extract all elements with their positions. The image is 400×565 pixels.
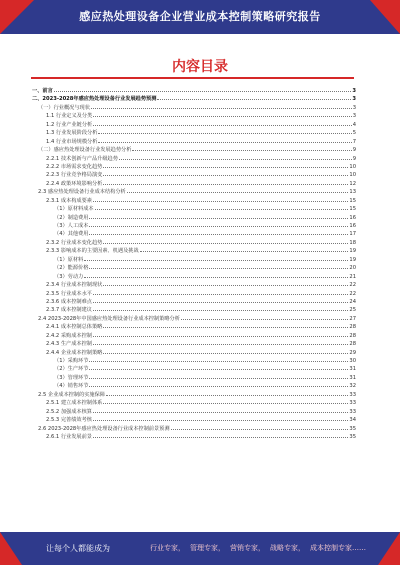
footer-red-stripe-right: [378, 532, 400, 565]
toc-leader-dots: [93, 331, 348, 337]
toc-entry-page: 10: [349, 172, 356, 179]
toc-entry[interactable]: [32, 272, 356, 280]
toc-leader-dots: [103, 170, 348, 176]
toc-entry[interactable]: [32, 187, 356, 195]
toc-entry-page: 35: [349, 433, 356, 440]
toc-entry-label: 2.5.1 建立成本控制体系: [46, 400, 103, 407]
toc-entry-label: （3）管理环节: [54, 374, 89, 381]
toc-heading-rule: [31, 77, 354, 79]
toc-entry[interactable]: [32, 373, 356, 381]
toc-entry-page: 15: [349, 206, 356, 213]
toc-entry-page: 33: [349, 408, 356, 415]
toc-leader-dots: [54, 86, 352, 92]
toc-entry[interactable]: [32, 432, 356, 440]
toc-leader-dots: [171, 424, 349, 430]
toc-entry[interactable]: [32, 289, 356, 297]
toc-entry-page: 19: [349, 256, 356, 263]
toc-entry-label: 1.2 行业产业链分析: [46, 121, 93, 128]
toc-entry-page: 33: [349, 400, 356, 407]
toc-leader-dots: [119, 154, 352, 160]
toc-leader-dots: [98, 128, 351, 134]
toc-entry-label: 2.4.4 企业成本控制策略: [46, 349, 103, 356]
toc-leader-dots: [98, 137, 351, 143]
toc-entry[interactable]: [32, 348, 356, 356]
toc-entry-page: 32: [349, 383, 356, 390]
toc-entry-page: 28: [349, 324, 356, 331]
toc-entry-page: 12: [349, 180, 356, 187]
toc-entry-label: （3）劳动力: [54, 273, 84, 280]
toc-entry-label: 2.3.4 行业成本控制现状: [46, 282, 103, 289]
toc-entry[interactable]: [32, 381, 356, 389]
toc-entry[interactable]: [32, 322, 356, 330]
toc-entry-label: （4）销售环节: [54, 383, 89, 390]
footer-slogan: 让每个人都能成为: [46, 544, 110, 553]
toc-entry-page: 35: [349, 425, 356, 432]
toc-entry-page: 7: [352, 138, 356, 145]
toc-entry[interactable]: [32, 111, 356, 119]
toc-leader-dots: [93, 339, 348, 345]
toc-leader-dots: [157, 94, 351, 100]
toc-entry-label: （3）人工成本: [54, 223, 89, 229]
toc-entry[interactable]: [32, 221, 356, 229]
toc-entry-label: （1）采购环节: [54, 358, 89, 364]
toc-leader-dots: [181, 314, 348, 320]
toc-entry-page: 9: [352, 155, 356, 162]
toc-entry[interactable]: [32, 331, 356, 339]
toc-entry-page: 34: [349, 417, 356, 424]
toc-entry[interactable]: [32, 137, 356, 145]
toc-leader-dots: [103, 322, 348, 328]
toc-entry-page: 18: [349, 239, 356, 246]
toc-entry[interactable]: [32, 356, 356, 364]
toc-entry-label: 2.2.3 行业竞争格局演变: [46, 172, 103, 179]
toc-entry-page: 27: [349, 315, 356, 322]
toc-entry-page: 16: [349, 223, 356, 229]
toc-entry-page: 16: [349, 214, 356, 221]
toc-leader-dots: [89, 263, 348, 269]
toc-leader-dots: [84, 255, 348, 261]
toc-entry[interactable]: [32, 390, 356, 398]
toc-entry-page: 21: [349, 273, 356, 280]
table-of-contents: [32, 86, 356, 440]
toc-entry-page: 29: [349, 349, 356, 356]
toc-entry-page: 3: [352, 88, 356, 94]
toc-entry[interactable]: [32, 128, 356, 136]
toc-entry-page: 3: [352, 113, 356, 120]
toc-entry-label: 2.4.3 生产成本控制: [46, 341, 92, 348]
toc-entry-label: 2.5.2 加强成本核算: [46, 408, 92, 415]
toc-leader-dots: [93, 415, 348, 421]
toc-entry-label: 2.4.1 成本控制总体策略: [46, 324, 103, 331]
toc-entry-label: 1.1 行业定义及分类: [46, 113, 93, 120]
toc-leader-dots: [89, 213, 348, 219]
toc-entry-label: 2.4 2023-2028年中国感应热处理设备行业成本控制策略分析: [38, 315, 180, 322]
toc-leader-dots: [132, 145, 351, 151]
toc-entry-page: 22: [349, 290, 356, 297]
toc-leader-dots: [89, 356, 348, 362]
toc-leader-dots: [93, 289, 348, 295]
toc-leader-dots: [127, 187, 349, 193]
toc-entry-label: （一）行业概况与现状: [38, 104, 90, 111]
toc-entry-label: （1）原材料: [54, 256, 84, 263]
toc-entry-page: 28: [349, 332, 356, 339]
toc-entry-page: 31: [349, 366, 356, 373]
toc-entry-label: （4）其他费用: [54, 231, 89, 238]
toc-leader-dots: [89, 364, 348, 370]
toc-entry[interactable]: [32, 204, 356, 212]
toc-entry-page: 10: [349, 163, 356, 170]
toc-entry-page: 9: [352, 147, 356, 154]
toc-entry-label: 2.3.5 行业成本水平: [46, 290, 92, 297]
toc-entry-page: 24: [349, 298, 356, 305]
toc-entry-label: 2.2.4 政策环境影响分析: [46, 180, 103, 187]
toc-leader-dots: [93, 120, 351, 126]
toc-leader-dots: [93, 297, 348, 303]
toc-entry[interactable]: [32, 415, 356, 423]
toc-leader-dots: [89, 381, 348, 387]
toc-entry-label: （1）原材料成本: [54, 206, 94, 213]
toc-entry[interactable]: [32, 407, 356, 415]
toc-entry[interactable]: [32, 170, 356, 178]
toc-entry[interactable]: [32, 255, 356, 263]
toc-entry-page: 13: [349, 189, 356, 196]
toc-leader-dots: [103, 238, 348, 244]
toc-leader-dots: [103, 179, 348, 185]
toc-entry[interactable]: [32, 364, 356, 372]
toc-entry-label: 2.5 企业成本控制的实施保障: [38, 391, 105, 398]
toc-entry-page: 25: [349, 307, 356, 314]
toc-entry-label: 2.6 2023-2028年感应热处理设备行业成本控制前景预测: [38, 425, 170, 432]
footer-red-stripe-left: [0, 532, 22, 565]
toc-leader-dots: [103, 348, 348, 354]
toc-leader-dots: [106, 390, 348, 396]
toc-leader-dots: [84, 272, 348, 278]
toc-entry[interactable]: [32, 305, 356, 313]
toc-entry[interactable]: [32, 263, 356, 271]
page-header: [0, 0, 400, 34]
footer-tag: 行业专家，: [150, 544, 185, 552]
toc-entry[interactable]: [32, 145, 356, 153]
toc-leader-dots: [103, 280, 348, 286]
toc-entry-label: （2）制造费用: [54, 214, 89, 221]
toc-entry-page: 3: [352, 96, 356, 103]
toc-entry-page: 3: [352, 104, 356, 111]
toc-entry[interactable]: [32, 280, 356, 288]
toc-entry-page: 17: [349, 231, 356, 238]
toc-entry-label: 2.3.2 行业成本变化趋势: [46, 239, 103, 246]
toc-entry[interactable]: [32, 398, 356, 406]
toc-entry[interactable]: [32, 94, 356, 102]
toc-entry-label: 2.3 感应热处理设备行业成本结构分析: [38, 189, 126, 196]
toc-entry[interactable]: [32, 162, 356, 170]
toc-leader-dots: [93, 432, 348, 438]
toc-entry[interactable]: [32, 297, 356, 305]
toc-leader-dots: [93, 196, 348, 202]
toc-leader-dots: [103, 398, 348, 404]
toc-entry[interactable]: [32, 86, 356, 94]
toc-leader-dots: [93, 407, 348, 413]
toc-entry[interactable]: [32, 196, 356, 204]
toc-entry-label: 2.3.6 成本控制难点: [46, 298, 92, 305]
footer-tag: 管理专家，: [190, 544, 225, 552]
toc-entry-page: 15: [349, 197, 356, 204]
footer-tag: 成本控制专家……: [310, 544, 366, 552]
toc-entry[interactable]: [32, 314, 356, 322]
toc-entry-page: 30: [349, 358, 356, 364]
toc-leader-dots: [89, 373, 348, 379]
footer-tag: 战略专家，: [270, 544, 305, 552]
toc-entry-page: 4: [352, 121, 356, 128]
toc-entry-label: 1.4 行业市场规模分析: [46, 138, 98, 145]
toc-entry-label: （2）能源价格: [54, 265, 89, 272]
toc-leader-dots: [93, 305, 348, 311]
toc-entry[interactable]: [32, 339, 356, 347]
toc-entry-label: 2.5.3 完善绩效考核: [46, 417, 92, 424]
toc-entry[interactable]: [32, 179, 356, 187]
toc-entry-label: （2）生产环节: [54, 366, 89, 373]
toc-entry[interactable]: [32, 154, 356, 162]
toc-entry-label: 2.6.1 行业发展前景: [46, 433, 92, 440]
report-title: 感应热处理设备企业营业成本控制策略研究报告: [79, 10, 321, 23]
toc-entry-label: 二、2023-2028年感应热处理设备行业发展趋势预测: [32, 96, 157, 103]
toc-entry-label: 一、前言: [32, 88, 53, 94]
toc-leader-dots: [89, 221, 348, 227]
toc-entry-label: 2.3.3 影响成本的主要因素、机遇及挑战: [46, 248, 139, 255]
toc-entry-page: 33: [349, 391, 356, 398]
toc-leader-dots: [103, 162, 348, 168]
toc-entry-page: 5: [352, 130, 356, 137]
toc-entry[interactable]: [32, 229, 356, 237]
toc-entry-page: 19: [349, 248, 356, 255]
toc-entry-label: 1.3 行业发展阶段分析: [46, 130, 98, 137]
page-footer: [0, 532, 400, 565]
toc-entry[interactable]: [32, 120, 356, 128]
footer-tag: 营销专家，: [230, 544, 265, 552]
toc-leader-dots: [93, 111, 351, 117]
toc-entry-label: （二）感应热处理设备行业发展趋势分析: [38, 147, 132, 154]
toc-leader-dots: [91, 103, 352, 109]
toc-leader-dots: [95, 204, 349, 210]
toc-entry[interactable]: [32, 424, 356, 432]
toc-leader-dots: [140, 246, 349, 252]
toc-entry-label: 2.3.1 成本构成要素: [46, 197, 92, 204]
toc-leader-dots: [89, 229, 348, 235]
toc-entry[interactable]: [32, 213, 356, 221]
toc-entry-page: 20: [349, 265, 356, 272]
toc-entry-label: 2.2.1 技术创新与产品升级趋势: [46, 155, 118, 162]
toc-entry[interactable]: [32, 103, 356, 111]
toc-entry[interactable]: [32, 238, 356, 246]
toc-entry[interactable]: [32, 246, 356, 254]
toc-heading: 内容目录: [172, 59, 228, 75]
toc-entry-label: 2.4.2 采购成本控制: [46, 332, 92, 339]
toc-entry-page: 22: [349, 282, 356, 289]
toc-entry-label: 2.2.2 市场需求变化趋势: [46, 163, 103, 170]
toc-entry-label: 2.3.7 成本控制建议: [46, 307, 92, 314]
footer-tags: [150, 543, 371, 553]
toc-entry-page: 28: [349, 341, 356, 348]
toc-entry-page: 31: [349, 374, 356, 381]
